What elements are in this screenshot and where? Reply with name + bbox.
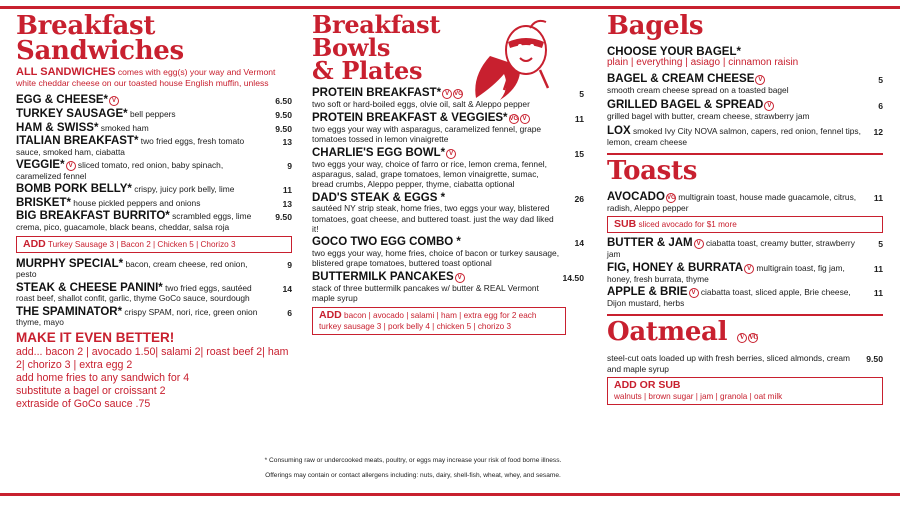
oatmeal-add-box [607, 377, 883, 405]
add-text: bacon | avocado | salami | ham | extra egg for 2 each turkey sausage 3 | pork belly 4 | chicken 5 | chorizo 3 [319, 311, 537, 332]
item-name: LOX [607, 125, 631, 138]
item-name: FIG, HONEY & BURRATA [607, 261, 744, 274]
item-desc: multigrain toast, fig jam, honey, fresh burrata, thyme [607, 262, 845, 284]
item-price: 6 [287, 307, 292, 318]
item-price: 11 [574, 113, 584, 124]
item-desc: scrambled eggs, lime crema, pico, guacamole, black beans, cheddar, salsa roja [16, 211, 252, 232]
menu-item [607, 192, 883, 213]
item-price: 6 [878, 100, 883, 111]
item-price: 13 [282, 137, 292, 148]
menu-item [16, 109, 292, 119]
menu-item [16, 283, 292, 304]
bowls-column [312, 10, 584, 335]
item-name: GOCO TWO EGG COMBO * [312, 236, 461, 249]
bottom-rule [0, 493, 900, 496]
choose-bagel-label: CHOOSE YOUR BAGEL* [607, 45, 741, 58]
item-desc: stack of three buttermilk pancakes w/ butter & REAL Vermont maple syrup [312, 282, 539, 304]
item-name: TURKEY SAUSAGE* [16, 108, 128, 121]
item-name: EGG & CHEESE* [16, 94, 109, 107]
item-price: 9 [287, 260, 292, 271]
vegetarian-icon: V [737, 333, 747, 343]
better-line: add... bacon 2 | avocado 1.50| salami 2| roast beef 2| ham 2| chorizo 3 | extra egg 2 [16, 346, 289, 372]
sandwiches-intro-text: comes with egg(s) your way and Vermont white cheddar cheese on our toasted house English muffin, unless [16, 67, 276, 89]
menu-item [312, 193, 584, 235]
item-name: AVOCADO [607, 190, 665, 203]
bowls-title-line2: Bowls [312, 32, 391, 62]
item-name: PROTEIN BREAKFAST & VEGGIES* [312, 111, 508, 124]
better-line: add home fries to any sandwich for 4 [16, 372, 190, 385]
item-name: GRILLED BAGEL & SPREAD [607, 98, 764, 111]
vegetarian-icon: V [446, 149, 456, 159]
vegan-icon: VG [666, 194, 676, 201]
item-desc: two eggs your way, home fries, choice of bacon or turkey sausage, blistered grape tomatoes, buttered toast optional [312, 247, 560, 269]
item-price: 11 [873, 263, 883, 274]
menu-item [16, 160, 292, 181]
bagel-options: plain | everything | asiago | cinnamon raisin [607, 57, 799, 69]
vegetarian-icon: V [66, 161, 76, 171]
item-desc: bell peppers [129, 109, 176, 120]
item-desc: steel-cut oats loaded up with fresh berries, sliced almonds, cream and maple syrup [607, 353, 850, 374]
item-desc: two fried eggs, sautéed roast beef, shallot confit, garlic, thyme GoCo sauce, sourdough [16, 282, 252, 304]
vegetarian-icon: V [455, 273, 465, 283]
item-price: 11 [282, 185, 292, 196]
item-name: HAM & SWISS* [16, 121, 99, 134]
add-sub-label: ADD OR SUB [614, 378, 681, 391]
item-name: CHARLIE'S EGG BOWL* [312, 146, 446, 159]
bowls-add-box [312, 307, 566, 335]
item-name: BAGEL & CREAM CHEESE [607, 72, 755, 85]
vegetarian-icon: V [694, 239, 704, 249]
bowls-title [312, 10, 584, 85]
menu-item [16, 184, 292, 194]
item-desc: bacon, cream cheese, red onion, pesto [16, 259, 248, 280]
item-name: APPLE & BRIE [607, 286, 688, 299]
vegetarian-icon: V [764, 101, 774, 111]
toasts-title: Toasts [607, 156, 698, 187]
item-name: BRISKET* [16, 196, 71, 209]
sandwiches-title-line2: Sandwiches [16, 35, 184, 66]
add-sub-text: walnuts | brown sugar | jam | granola | oat milk [614, 391, 783, 401]
item-desc: multigrain toast, house made guacamole, citrus, radish, Aleppo pepper [607, 191, 857, 213]
fine-print [236, 456, 590, 480]
bagels-title: Bagels [607, 11, 704, 41]
vegetarian-icon: V [755, 75, 765, 85]
menu-item [607, 287, 883, 308]
better-title: MAKE IT EVEN BETTER! [16, 330, 175, 346]
item-desc: sautéed NY strip steak, home fries, two eggs your way, blistered tomatoes, goat cheese, and buttered toast. just the way dad liked it! [312, 203, 554, 235]
toast-sub-box [607, 216, 883, 233]
add-text: Turkey Sausage 3 | Bacon 2 | Chicken 5 | Chorizo 3 [47, 240, 236, 250]
item-name: VEGGIE* [16, 159, 65, 171]
item-price: 15 [574, 148, 584, 159]
menu-item [607, 126, 883, 147]
item-name: DAD'S STEAK & EGGS * [312, 191, 446, 204]
item-price: 12 [873, 127, 883, 138]
menu-item [312, 272, 584, 304]
sandwiches-column [16, 11, 292, 411]
oatmeal-title [607, 317, 883, 348]
item-price: 9.50 [275, 212, 292, 223]
better-line: extraside of GoCo sauce .75 [16, 398, 151, 411]
menu-item [312, 88, 584, 109]
menu-item [312, 237, 584, 268]
item-desc: crispy, juicy pork belly, lime [134, 184, 235, 195]
item-price: 14 [574, 238, 584, 249]
menu-item [16, 136, 292, 157]
vegetarian-icon: V [744, 264, 754, 274]
vegan-icon: VG [509, 115, 519, 122]
item-price: 11 [873, 288, 883, 299]
top-rule [0, 6, 900, 9]
item-price: 6.50 [275, 96, 292, 107]
menu-item [16, 259, 292, 280]
sandwiches-title-line1: Breakfast [16, 11, 156, 41]
item-name: STEAK & CHEESE PANINI* [16, 281, 163, 294]
item-desc: house pickled peppers and onions [73, 197, 201, 208]
vegetarian-icon: V [520, 114, 530, 124]
item-name: BUTTER & JAM [607, 237, 693, 250]
bowls-title-line1: Breakfast [312, 10, 441, 39]
item-price: 11 [873, 192, 883, 203]
item-desc: crispy SPAM, nori, rice, green onion thyme, mayo [16, 306, 258, 328]
section-divider [607, 153, 883, 155]
item-price: 26 [574, 193, 584, 204]
item-desc: two fried eggs, fresh tomato sauce, smoked ham, ciabatta [16, 136, 245, 157]
item-price: 5 [878, 239, 883, 250]
menu-item [16, 211, 292, 232]
item-desc: sliced tomato, red onion, baby spinach, caramelized fennel [16, 160, 224, 181]
fine-print-line: Offerings may contain or contact allergens including: nuts, dairy, shell-fish, wheat, whey, and sesame. [265, 472, 561, 479]
bagel-choice [607, 47, 883, 69]
vegetarian-icon: V [109, 96, 119, 106]
vegetarian-icon: V [689, 288, 699, 298]
menu-item [607, 74, 883, 95]
item-price: 14.50 [562, 272, 584, 283]
item-price: 9.50 [275, 110, 292, 121]
item-desc: grilled bagel with butter, cream cheese, strawberry jam [607, 110, 810, 121]
item-name: BIG BREAKFAST BURRITO* [16, 210, 170, 223]
item-price: 5 [878, 74, 883, 85]
oatmeal-title-text: Oatmeal [607, 317, 728, 348]
item-name: BOMB PORK BELLY* [16, 183, 132, 196]
item-price: 13 [282, 198, 292, 209]
item-price: 14 [282, 283, 292, 294]
sub-label: SUB [614, 218, 637, 231]
item-price: 5 [579, 89, 584, 100]
sandwiches-title [16, 11, 292, 66]
item-desc: two eggs your way with asparagus, caramelized fennel, grape tomatoes tossed in lemon vinaigrette [312, 123, 542, 145]
menu-item [16, 307, 292, 328]
add-label: ADD [23, 238, 46, 251]
add-label: ADD [319, 309, 342, 322]
item-desc: ciabatta toast, sliced apple, Brie cheese, Dijon mustard, herbs [607, 287, 851, 309]
item-name: MURPHY SPECIAL* [16, 258, 124, 271]
menu-item [16, 123, 292, 133]
fine-print-line: * Consuming raw or undercooked meats, poultry, or eggs may increase your risk of food borne illness. [264, 457, 562, 464]
sandwiches-intro [16, 67, 292, 89]
menu-item [607, 263, 883, 284]
bowls-title-line3: & Plates [312, 55, 423, 85]
vegetarian-icon: V [442, 89, 452, 99]
item-name: BUTTERMILK PANCAKES [312, 270, 454, 283]
item-price: 9.50 [275, 123, 292, 134]
menu-item [16, 95, 292, 106]
item-price: 9.50 [866, 354, 883, 365]
sub-text: sliced avocado for $1 more [638, 220, 737, 230]
menu-item [607, 100, 883, 121]
menu-item [607, 238, 883, 259]
item-desc: smoked Ivy City NOVA salmon, capers, red onion, fennel tips, lemon, cream cheese [607, 126, 861, 147]
better-line: substitute a bagel or croissant 2 [16, 385, 166, 398]
sandwich-add-box [16, 236, 292, 253]
menu-item [607, 353, 883, 374]
item-desc: smooth cream cheese spread on a toasted bagel [607, 84, 789, 95]
menu-item [16, 198, 292, 208]
item-name: PROTEIN BREAKFAST* [312, 87, 442, 100]
vegan-icon: VG [748, 334, 759, 342]
menu-item [312, 148, 584, 190]
menu-item [312, 113, 584, 145]
section-divider [607, 314, 883, 316]
right-column [607, 11, 883, 405]
item-desc: two eggs your way, choice of farro or rice, lemon crema, fennel, asparagus, salad, grape tomatoes, lemon vinaigrette, sumac, bread crumbs, Aleppo pepper, thyme, ciabatta optional [312, 158, 547, 190]
item-desc: two soft or hard-boiled eggs, olvie oil, salt & Aleppo pepper [312, 99, 530, 110]
item-name: ITALIAN BREAKFAST* [16, 135, 139, 148]
item-price: 9 [287, 161, 292, 171]
make-it-better [16, 331, 292, 411]
vegan-icon: VG [454, 91, 463, 98]
item-desc: ciabatta toast, creamy butter, strawberry jam [607, 238, 855, 260]
item-desc: smoked ham [100, 122, 149, 133]
item-name: THE SPAMINATOR* [16, 305, 123, 318]
sandwiches-intro-bold: ALL SANDWICHES [16, 66, 116, 79]
